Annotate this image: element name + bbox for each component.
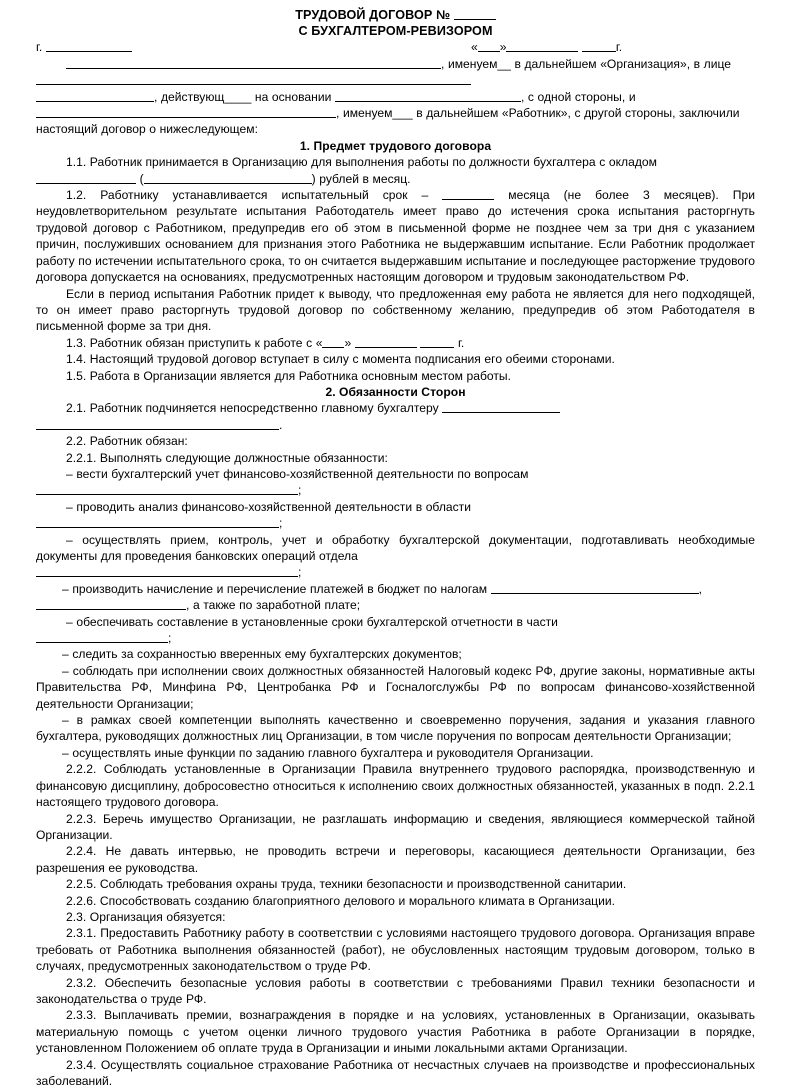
clause-2-3-2-text: Обеспечить безопасные условия работы в соответствии с требованиями Правил техники безопасности и законодательства о труде РФ. — [36, 975, 755, 1006]
clause-2-2-4-number: 2.2.4. — [66, 844, 97, 859]
preamble-organization — [36, 56, 755, 72]
duty-3-text: осуществлять прием, контроль, учет и обработку бухгалтерской документации, подготавливать необходимые документы для проведения банковских операций отдела — [36, 532, 755, 563]
clause-2-1-number: 2.1. — [66, 401, 87, 416]
clause-2-3-4-text: Осуществлять социальное страхование Работника от несчастных случаев на производстве и профессиональных заболеваний. — [36, 1057, 755, 1088]
clause-2-2-2 — [36, 761, 755, 810]
clause-2-2-5-number: 2.2.5. — [66, 877, 97, 892]
duty-4-cont — [36, 597, 755, 613]
date-month-blank — [506, 40, 578, 52]
clause-2-3-text: Организация обязуется: — [89, 909, 226, 924]
acting-basis-blank — [335, 90, 521, 102]
clause-2-3-3-number: 2.3.3. — [66, 1008, 97, 1023]
preamble-employee-text: , именуем___ в дальнейшем «Работник», с другой стороны, заключили — [336, 106, 740, 121]
clause-2-2-3 — [36, 811, 755, 844]
duty-3-semicolon: ; — [298, 565, 302, 580]
preamble-acting-text: , действующ____ на основании — [154, 89, 332, 104]
clause-2-2-5 — [36, 876, 755, 892]
clause-2-2-text: Работник обязан: — [89, 434, 188, 449]
chief-accountant-blank-2 — [36, 418, 279, 430]
clause-2-3-2 — [36, 975, 755, 1008]
clause-2-2-4 — [36, 843, 755, 876]
clause-1-1-number: 1.1. — [66, 155, 87, 170]
document-title-line-2: С БУХГАЛТЕРОМ-РЕВИЗОРОМ — [298, 24, 493, 39]
chief-accountant-blank-1 — [442, 401, 560, 413]
duty-5-text: обеспечивать составление в установленные сроки бухгалтерской отчетности в части — [76, 614, 558, 629]
start-year-blank — [420, 336, 454, 348]
duty-7-text: соблюдать при исполнении своих должностных обязанностей Налоговый кодекс РФ, другие законы, нормативные акты Правительства РФ, Минфина РФ, Центробанка РФ и Госналогслужбы РФ по вопросам финансово-хозяйственной деятельности Организации; — [36, 663, 755, 711]
duty-4-blank-2 — [36, 598, 186, 610]
clause-2-2 — [36, 433, 755, 449]
duty-8 — [36, 712, 755, 745]
start-month-blank — [355, 336, 417, 348]
salary-words-blank — [144, 172, 312, 184]
start-day-blank — [322, 336, 344, 348]
duty-2-semicolon: ; — [279, 516, 283, 531]
duty-9 — [36, 745, 755, 761]
duty-5 — [36, 614, 755, 630]
duty-9-dash: – — [62, 745, 69, 760]
clause-2-2-2-text: Соблюдать установленные в Организации Правила внутреннего трудового распорядка, производственную и финансовую дисциплину, добросовестно относиться к исполнению своих должностных обязанностей, указанных в подп. 2.2.1 настоящего трудового договора. — [36, 762, 755, 810]
clause-1-4-text: Настоящий трудовой договор вступает в силу с момента подписания его обеими сторонами. — [89, 352, 615, 367]
organization-name-blank — [66, 57, 441, 69]
clause-1-4-number: 1.4. — [66, 352, 87, 367]
clause-2-3-number: 2.3. — [66, 909, 87, 924]
duty-8-dash: – — [62, 713, 69, 728]
duty-4-comma: , — [698, 581, 703, 596]
preamble-acting — [36, 89, 755, 105]
clause-2-2-2-number: 2.2.2. — [66, 762, 97, 777]
section-1-heading: 1. Предмет трудового договора — [299, 138, 492, 153]
clause-2-2-5-text: Соблюдать требования охраны труда, техники безопасности и производственной санитарии. — [99, 877, 627, 892]
section-2-heading: 2. Обязанности Сторон — [325, 384, 466, 399]
contract-number-blank — [454, 8, 496, 20]
clause-1-2-extra — [36, 286, 755, 335]
representative-position-blank — [36, 90, 154, 102]
clause-1-2-extra-text: Если в период испытания Работник придет к выводу, что предложенная ему работа не является для него подходящей, то он имеет право расторгнуть трудовой договор по собственному желанию, предупредив об этом Работодателя в письменной форме за три дня. — [36, 286, 755, 334]
duty-4-text: производить начисление и перечисление платежей в бюджет по налогам — [72, 581, 488, 596]
preamble-organization-text: , именуем__ в дальнейшем «Организация», в лице — [441, 56, 732, 71]
clause-2-2-6 — [36, 893, 755, 909]
clause-2-2-1 — [36, 450, 755, 466]
clause-2-3-3-text: Выплачивать премии, вознаграждения в порядке и на условиях, установленных в Организации, оказывать материальную помощь с учетом оценки личного трудового участия Работника в работе Организации в порядке, установленном Положением об оплате труда в Организации и иными локальными актами Организации. — [36, 1008, 755, 1056]
clause-2-3-1 — [36, 925, 755, 974]
clause-2-1 — [36, 400, 755, 416]
duty-4 — [36, 581, 755, 597]
salary-suffix-text: ) рублей в месяц. — [311, 171, 411, 186]
clause-2-3-1-text: Предоставить Работнику работу в соответствии с условиями настоящего трудового договора. Организация вправе требовать от Работника выполнения обязанностей (работ), не обусловленных настоящим трудовым договором, только в случаях, предусмотренных законодательством о труде РФ. — [36, 926, 755, 974]
duty-6-dash: – — [62, 647, 69, 662]
city-and-date-row — [36, 39, 755, 55]
clause-1-5-number: 1.5. — [66, 368, 87, 383]
duty-3-blank — [36, 565, 298, 577]
document-title-text-1: ТРУДОВОЙ ДОГОВОР № — [295, 8, 451, 22]
clause-1-2-number: 1.2. — [66, 188, 87, 203]
clause-1-3-text-b: » — [344, 335, 352, 350]
clause-1-1-text: Работник принимается в Организацию для выполнения работы по должности бухгалтера с окладом — [89, 155, 657, 170]
duty-7 — [36, 663, 755, 712]
clause-1-1 — [36, 154, 755, 170]
clause-2-1-cont — [36, 417, 755, 433]
duty-2-blank — [36, 516, 279, 528]
duty-1-dash: – — [66, 466, 73, 481]
clause-2-2-4-text: Не давать интервью, не проводить встречи и переговоры, касающиеся деятельности Организации, без разрешения ее руководства. — [36, 844, 755, 875]
duty-1-blank — [36, 483, 298, 495]
date-day-blank — [478, 40, 500, 52]
clause-1-2 — [36, 187, 755, 285]
duty-1-blank-line — [36, 482, 755, 498]
clause-2-2-6-text: Способствовать созданию благоприятного делового и морального климата в Организации. — [99, 893, 616, 908]
clause-2-1-text: Работник подчиняется непосредственно главному бухгалтеру — [89, 401, 439, 416]
clause-2-2-1-number: 2.2.1. — [66, 450, 97, 465]
duty-6 — [36, 646, 755, 662]
clause-1-3 — [36, 335, 755, 351]
duty-2 — [36, 499, 755, 515]
city-blank — [46, 40, 132, 52]
duty-4-tax-blank — [491, 582, 699, 594]
clause-2-1-period: . — [279, 417, 283, 432]
duty-2-dash: – — [66, 499, 73, 514]
preamble-representative-blank-line — [36, 72, 755, 88]
duty-9-text: осуществлять иные функции по заданию главного бухгалтера и руководителя Организации. — [72, 745, 594, 760]
clause-2-3-3 — [36, 1007, 755, 1056]
preamble-employee — [36, 105, 755, 121]
employee-name-blank — [36, 106, 336, 118]
representative-name-blank — [36, 73, 471, 85]
date-field — [471, 39, 622, 55]
clause-2-3-4 — [36, 1057, 755, 1089]
clause-2-3-2-number: 2.3.2. — [66, 975, 97, 990]
clause-2-2-1-text: Выполнять следующие должностные обязанности: — [99, 450, 388, 465]
duty-5-blank-line — [36, 630, 755, 646]
date-quote-open: « — [471, 40, 478, 55]
clause-2-2-6-number: 2.2.6. — [66, 893, 97, 908]
clause-1-5 — [36, 368, 755, 384]
duty-2-blank-line — [36, 515, 755, 531]
clause-1-5-text: Работа в Организации является для Работника основным местом работы. — [89, 368, 511, 383]
duty-1 — [36, 466, 755, 482]
duty-6-text: следить за сохранностью вверенных ему бухгалтерских документов; — [72, 647, 462, 662]
salary-paren-open: ( — [139, 171, 144, 186]
clause-2-2-number: 2.2. — [66, 434, 87, 449]
city-field — [36, 39, 471, 55]
city-label: г. — [36, 40, 43, 55]
date-quote-close: » — [499, 40, 507, 55]
duty-8-text: в рамках своей компетенции выполнять качественно и своевременно поручения, задания и указания главного бухгалтера, руководящих должностных лиц Организации, в том числе поручения по вопросам деятельности Организации; — [36, 713, 756, 744]
clause-1-3-text-a: Работник обязан приступить к работе с « — [89, 335, 323, 350]
clause-1-1-salary-line — [36, 171, 755, 187]
clause-2-2-3-text: Беречь имущество Организации, не разглашать информацию и сведения, являющиеся коммерческой тайной Организации. — [36, 811, 755, 842]
duty-5-blank — [36, 631, 168, 643]
clause-1-2-text-a: Работнику устанавливается испытательный срок – — [100, 188, 429, 203]
preamble-closing: настоящий договор о нижеследующем: — [36, 122, 258, 137]
duty-5-semicolon: ; — [168, 631, 172, 646]
probation-months-blank — [442, 188, 494, 200]
duty-2-text: проводить анализ финансово-хозяйственной деятельности в области — [76, 499, 471, 514]
clause-1-3-text-c: г. — [457, 335, 465, 350]
duty-4-text-c: , а также по заработной плате; — [186, 598, 361, 613]
clause-2-3-4-number: 2.3.4. — [66, 1057, 97, 1072]
duty-5-dash: – — [66, 614, 73, 629]
duty-3-dash: – — [66, 532, 73, 547]
clause-2-2-3-number: 2.2.3. — [66, 811, 97, 826]
duty-1-text: вести бухгалтерский учет финансово-хозяйственной деятельности по вопросам — [76, 466, 529, 481]
date-year-blank — [582, 40, 616, 52]
document-title-line-1 — [36, 7, 755, 23]
duty-3-blank-line — [36, 564, 755, 580]
salary-figures-blank — [36, 172, 136, 184]
clause-2-3 — [36, 909, 755, 925]
date-year-suffix: г. — [615, 40, 623, 55]
duty-1-semicolon: ; — [298, 483, 302, 498]
duty-3 — [36, 532, 755, 565]
duty-7-dash: – — [62, 663, 69, 678]
preamble-party-one-text: , с одной стороны, и — [520, 89, 636, 104]
clause-2-3-1-number: 2.3.1. — [66, 926, 97, 941]
clause-1-4 — [36, 351, 755, 367]
duty-4-dash: – — [62, 581, 69, 596]
clause-1-3-number: 1.3. — [66, 335, 87, 350]
clause-1-2-text-b: месяца (не более 3 месяцев). При неудовлетворительном результате испытания Работодатель имеет право до истечения срока испытания расторгнуть трудовой договор с Работником, предупредив его об этом в письменной форме не позднее чем за три дня с указанием причин, послуживших основанием для признания этого Работника не выдержавшим испытание. Если Работник продолжает работу по истечении испытательного срока, то он считается выдержавшим испытание и последующее расторжение трудового договора допускается на основаниях, предусмотренных настоящим договором и трудовым законодательством РФ. — [36, 188, 755, 285]
